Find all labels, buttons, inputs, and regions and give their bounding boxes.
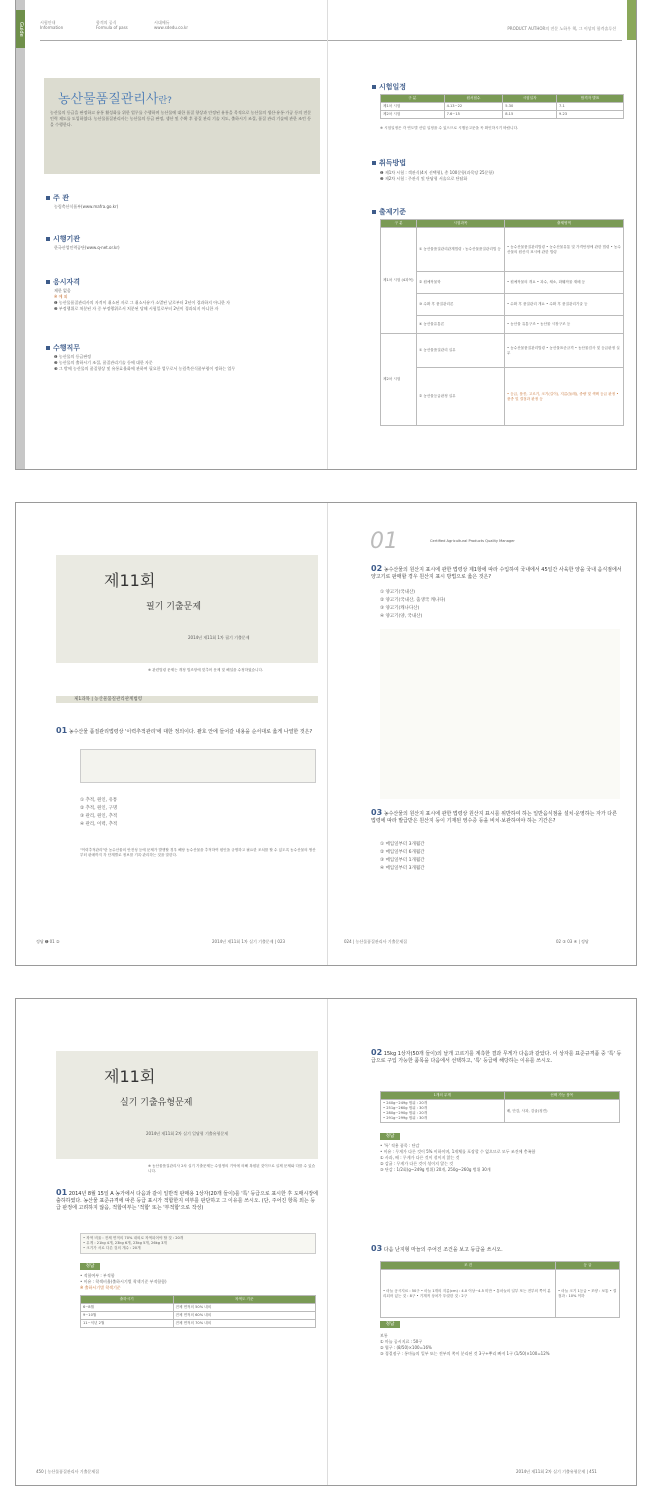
answer-label: 정답 bbox=[80, 1263, 100, 1270]
chapter-subtitle: 2014년 제11회 2차 실기 일답형 기출유형문제 bbox=[146, 1131, 229, 1136]
q3-options: ① 매입일부터 3개월간 ② 매입일부터 6개월간 ③ 매입일부터 1개월간 ④ 매입일부터 3개월간 bbox=[380, 842, 425, 871]
intro-text: 농산물의 등급을 판정하고 유통 활성화를 위한 업무를 수행하며 농산물에 대한 품질 향상과 안정된 유통을 목적으로 농산물의 생산·유통·가공 등의 전문 인력 제도를 도입하였다. 농산물품질관리사는 농산물의 등급 판정, 생산 및 수확 후 품질 관리 기술 지도, 출하시기 조절, 품질 관리 기술에 관한 조언 등을 수행한다. bbox=[50, 110, 312, 127]
foot-left-page: 2014년 제11회 1차 실기 기출문제 | 023 bbox=[212, 939, 286, 944]
section-schedule: 시험일정 bbox=[372, 82, 406, 92]
header-rule bbox=[40, 40, 622, 41]
foot-right-left: 024 | 농산물품질관리사 기출문제집 bbox=[344, 939, 408, 944]
chapter-title: 필기 기출문제 bbox=[146, 602, 202, 612]
written-exam-spread bbox=[15, 502, 637, 966]
table-row: 제2차 시험 7.6~15 8.15 9.23 bbox=[381, 111, 624, 119]
center-fold bbox=[327, 503, 328, 965]
q1-explanation: "이력추적관리"란 농수산물의 안전성 등에 문제가 발생할 경우 해당 농수산물을 추적하여 원인을 규명하고 필요한 조치를 할 수 있도록 농수산물의 생산부터 판매까지 각 단계별로 정보를 기록·관리하는 것을 말한다. bbox=[80, 848, 316, 857]
q1-condition-box: • 착색 비율 : 전체 면적의 70% 내외로 착색되어야 할 것 : 20개 • 무게 : 21kg 4개, 23kg 6개, 23kg 5개, 26kg 3개 • 크기가 서로 다른 것의 개수 : 20개 bbox=[80, 1233, 316, 1254]
answer-3: 보통 ① 마늘 공시지료 : 50구 ② 엽구 : (8/50)×100=16% ③ 경결점구 : 통마늘의 일부 또는 전부의 쪽이 분리된 것 3구+뿌리 빠져 1구 (1/50)×100=12% bbox=[380, 1333, 550, 1356]
schedule-table: 구 분 원서접수 시험일자 합격자 발표 제1차 시험 4.13~22 5.30 7.1 제2차 시험 7.6~15 8.15 9.23 bbox=[380, 94, 624, 119]
inst-text: 한국산업인력공단(www.q-net.or.kr) bbox=[54, 245, 120, 250]
table-row: 제1차 시험 4.13~22 5.30 7.1 bbox=[381, 103, 624, 111]
section-method: 취득방법 bbox=[372, 158, 406, 168]
q2-explanation-area bbox=[380, 629, 620, 799]
table-row: • 마늘 공시지료 : 50구 • 마늘 1개의 지름(cm) : 4.0 이상~4.5 미만 • 통마늘의 일부 또는 전부의 쪽이 분리되어 있는 것 : 8구 • 기계적 상처가 뚜렷한 것 : 2구 • 마늘 크기 1등급 • 모양 : 보통 • 결점과 : 10% 이하 bbox=[381, 1270, 620, 1318]
table-row: ② 원예작물학 • 원예작물의 개요 • 과수, 채소, 화훼작물 재배 등 bbox=[381, 272, 624, 294]
question-03: 03 농수산물의 원산지 표시에 관한 법령상 원산지 표시를 위반하여 하는 일반음식점을 설치·운영하는 자가 다른 법령에 따라 발급받은 원산지 등이 기재된 영수증 등을 비치·보관하여야 하는 기간은? bbox=[371, 808, 617, 824]
color-standard-table: 출하시기 착색도 기준 6~8월 전체 면적의 50% 내외 9~10월 전체 면적의 60% 내외 11~익년 2월 전체 면적의 70% 내외 bbox=[80, 1295, 316, 1328]
table-row: 11~익년 2월 전체 면적의 70% 내외 bbox=[81, 1320, 316, 1328]
table-row: ③ 수확 후 품질관리론 • 수확 후 품질관리 개요 • 수확 후 품질관리기술 등 bbox=[381, 294, 624, 316]
left-gutter bbox=[16, 0, 25, 469]
foot-right: 02 ③ 03 ④ | 정답 bbox=[556, 939, 589, 944]
section-req: 응시자격 bbox=[46, 277, 80, 287]
table-row: ② 농산물등급판정 실무 • 등급, 품종, 고르기, 크기(길이), 지름(둘레), 중량 및 색택 등급 판정 • 품종 및 결점과 판정 등 bbox=[381, 368, 624, 426]
center-fold bbox=[327, 999, 328, 1485]
schedule-note: ※ 시험일정은 각 연도별 산업 일정을 수 있으므로 시행공고문을 꼭 확인하시기 바랍니다. bbox=[380, 126, 519, 130]
header-right: PRODUCT AUTHOR의 전문 노하우 책, 그 이상의 합격솔루션 bbox=[507, 26, 616, 31]
right-header: Certified Agricultural Products Quality Manager bbox=[430, 539, 515, 543]
header-col-1: 시험안내 Information bbox=[40, 20, 64, 30]
question-box bbox=[80, 749, 316, 783]
header-col-2: 합격의 공식 Formula of pass bbox=[96, 20, 128, 30]
question-01: 01 농수산물 품질관리법령상 '이력추적관리'에 대한 정의이다. 괄호 안에 들어갈 내용을 순서대로 옳게 나열한 것은? bbox=[56, 726, 313, 735]
guide-tab[interactable]: Guide bbox=[16, 10, 25, 48]
question-03: 03 다음 난지형 마늘의 주어진 조건을 보고 등급을 쓰시오. bbox=[371, 1244, 503, 1253]
criteria-table: 구 분 시험과목 출제영역 제1차 시험 (4과목) ① 농산물품질관리관계법령 : 농수산물품질관리법 등 • 농수산물품질관리법령 • 농수산물유통 및 가격안정에 관한 법령 • 농수산물의 원산지 표시에 관한 법령 ② 원예작물학 • 원예작물의 개요 • 과수, 채소, 화훼작물 재배 등 ③ 수확 후 품질관리론 • 수확 후 품질관리 개요 • 수확 후 품질관리기술 등 ④ 농산물유통론 • 농산물 유통구조 • 농산물 시장구조 등 제2차 시험 ① 농산물품질관리 실무 • 농수산물품질관리법령 • 농산물표준규격 • 농산물검사 및 등급판정 실무 ② 농산물등급판정 실무 • 등급, 품종, 고르기, 크기(길이), 지름(둘레), 중량 및 색택 등급 판정 • 품종 및 결점과 판정 등 bbox=[380, 219, 624, 426]
section-org: 주 관 bbox=[46, 193, 69, 203]
answer-2: • '특' 적용 품목 : 단감 • 이유 : 무게가 다른 것이 5% 이하이며, 1개체를 포장할 수 없으므로 모두 조건에 충족함 ① 사과, 배 : 무게가 다른 것이 섞이지 않는 것 ② 감귤 : 무게가 다른 것이 섞이지 않는 것 ③ 단감 : 1/2회(g~249g 범위) 20개, 250g~260g 범위 30개 bbox=[380, 1143, 536, 1172]
method-block: ❶ 제1차 시험 : 객관식(4지 선택형), 총 100문항(과목당 25문항) ❷ 제2차 시험 : 주관식 및 단답형 서술으로 단답화 bbox=[380, 170, 494, 181]
guide-page-spread bbox=[15, 0, 637, 470]
answer-label-2: 정답 bbox=[380, 1133, 400, 1140]
answer-label-3: 정답 bbox=[380, 1321, 400, 1328]
foot-left: 정답 ➊ 01 ② bbox=[36, 939, 60, 944]
question-01: 01 2014년 8월 15일 A 농가에서 다음과 같이 일반적 판매용 1상자(20개 들이)를 '특' 등급으로 표시한 후 도매시장에 출하하였다. 농산물 표준규격에 따른 등급 표시가 적합한지 여부를 판단하고 그 이유를 쓰시오. (단, 주어진 항목 외는 등급 판정에 고려하지 않음, 적합여부는 '적합' 또는 '부적합'으로 작성) bbox=[56, 1188, 319, 1211]
q3-table: 조 건 등 급 • 마늘 공시지료 : 50구 • 마늘 1개의 지름(cm) : 4.0 이상~4.5 미만 • 통마늘의 일부 또는 전부의 쪽이 분리되어 있는 것 : 8구 • 기계적 상처가 뚜렷한 것 : 2구 • 마늘 크기 1등급 • 모양 : 보통 • 결점과 : 10% 이하 bbox=[380, 1261, 620, 1318]
q2-options: ① 양고기(국내산) ② 양고기(국내산, 출생국 캐나다) ③ 양고기(캐나다산) ④ 양고기(양, 국내산) bbox=[380, 590, 446, 619]
question-02: 02 농수산물의 원산지 표시에 관한 법령상 제1항에 따라 수입하여 국내에서 45일간 사육한 양을 국내 음식점에서 양고기로 판매할 경우 원산지 표시 방법으로 옳은 것은? bbox=[371, 564, 622, 580]
answer-1: • 적합여부 : 부적합 • 이유 : 착색비율(출하시기별 착색기준 부적합함) ※ 출하시기별 착색기준 bbox=[80, 1273, 167, 1290]
chapter-subtitle: 2014년 제11회 1차 필기 기출문제 bbox=[188, 635, 250, 640]
table-row: • 240g~249g 범위 : 20개 • 251g~260g 범위 : 30개 • 280g~290g 범위 : 20개 • 291g~299g 범위 : 30개 배, 단감, 사과, 감귤(청견) bbox=[381, 1100, 620, 1123]
table-row: 6~8월 전체 면적의 50% 내외 bbox=[81, 1304, 316, 1312]
right-edge-tab bbox=[627, 0, 636, 40]
duty-block: ❶ 농산물의 등급판정 ❷ 농산물의 출하시기 조절, 품질관리기술 등에 대한 자문 ❸ 그 밖에 농산물의 품질향상 및 유통효율화에 관하여 필요한 업무로서 농림축산식품부령이 정하는 업무 bbox=[54, 354, 236, 371]
q1-options: ① 추적, 원인, 유통 ② 추적, 원인, 구명 ③ 관리, 원인, 추적 ④ 관리, 이력, 추적 bbox=[80, 798, 118, 827]
chapter-title: 실기 기출유형문제 bbox=[120, 1098, 193, 1108]
section-bar: 제1과목 | 농산물품질관리관계법령 bbox=[56, 696, 318, 703]
req-block: 제한 없음 ※ 예 외 ❶ 농산물품질관리사의 자격이 취소된 자로 그 취소사유가 소멸된 날로부터 2년이 경과하지 아니한 자 ❷ 부정행위로 처분된 자 중 부정행위로서 처분된 당해 시험일로부터 2년이 경과되지 아니한 자 bbox=[54, 288, 230, 311]
chapter-number: 제11회 bbox=[104, 1067, 156, 1086]
chapter-number: 제11회 bbox=[104, 571, 156, 590]
right-chapter-number: 01 bbox=[370, 529, 398, 554]
q2-table: 1개의 무게 선택 가능 품목 • 240g~249g 범위 : 20개 • 251g~260g 범위 : 30개 • 280g~290g 범위 : 20개 • 291g~299g 범위 : 30개 배, 단감, 사과, 감귤(청견) bbox=[380, 1091, 620, 1123]
question-02: 02 15kg 1상자(50개 들이)의 날개 고르기를 계측한 결과 무게가 다음과 같았다. 이 상자를 표준규격품 중 '특' 등급으로 구입 가능한 품목을 다음에서 선택하고, '특' 등급에 해당하는 이유를 쓰시오. bbox=[371, 1048, 622, 1064]
foot-left: 450 | 농산물품질관리사 기출문제집 bbox=[36, 1469, 100, 1474]
chapter-note: ※ 농산물품질관리사 2차 실기 기출문제는 수험생의 기억에 의해 복원된 것이므로 실제 문제와 다를 수 있습니다. bbox=[148, 1164, 316, 1173]
section-inst: 시행기관 bbox=[46, 234, 80, 244]
table-row: ④ 농산물유통론 • 농산물 유통구조 • 농산물 시장구조 등 bbox=[381, 316, 624, 334]
table-row: 9~10월 전체 면적의 60% 내외 bbox=[81, 1312, 316, 1320]
chapter-note: ※ 관련법령 문제는 개정 법조항에 맞추어 문제 및 해설을 수정하였습니다. bbox=[148, 668, 264, 672]
table-row: 제2차 시험 ① 농산물품질관리 실무 • 농수산물품질관리법령 • 농산물표준규격 • 농산물검사 및 등급판정 실무 bbox=[381, 334, 624, 368]
foot-right: 2014년 제11회 2차 실기 기출유형문제 | 451 bbox=[516, 1469, 597, 1474]
table-row: 제1차 시험 (4과목) ① 농산물품질관리관계법령 : 농수산물품질관리법 등 • 농수산물품질관리법령 • 농수산물유통 및 가격안정에 관한 법령 • 농수산물의 원산지 표시에 관한 법령 bbox=[381, 228, 624, 272]
header-col-3: 시대에듀 www.sdedu.co.kr bbox=[154, 20, 188, 30]
center-fold bbox=[327, 0, 328, 469]
section-duty: 수행직무 bbox=[46, 343, 80, 353]
title-main: 농산물품질관리사란? bbox=[58, 92, 172, 107]
org-text: 농림축산식품부(www.mafra.go.kr) bbox=[54, 204, 119, 209]
practical-exam-spread bbox=[15, 998, 637, 1486]
section-criteria: 출제기준 bbox=[372, 207, 406, 217]
